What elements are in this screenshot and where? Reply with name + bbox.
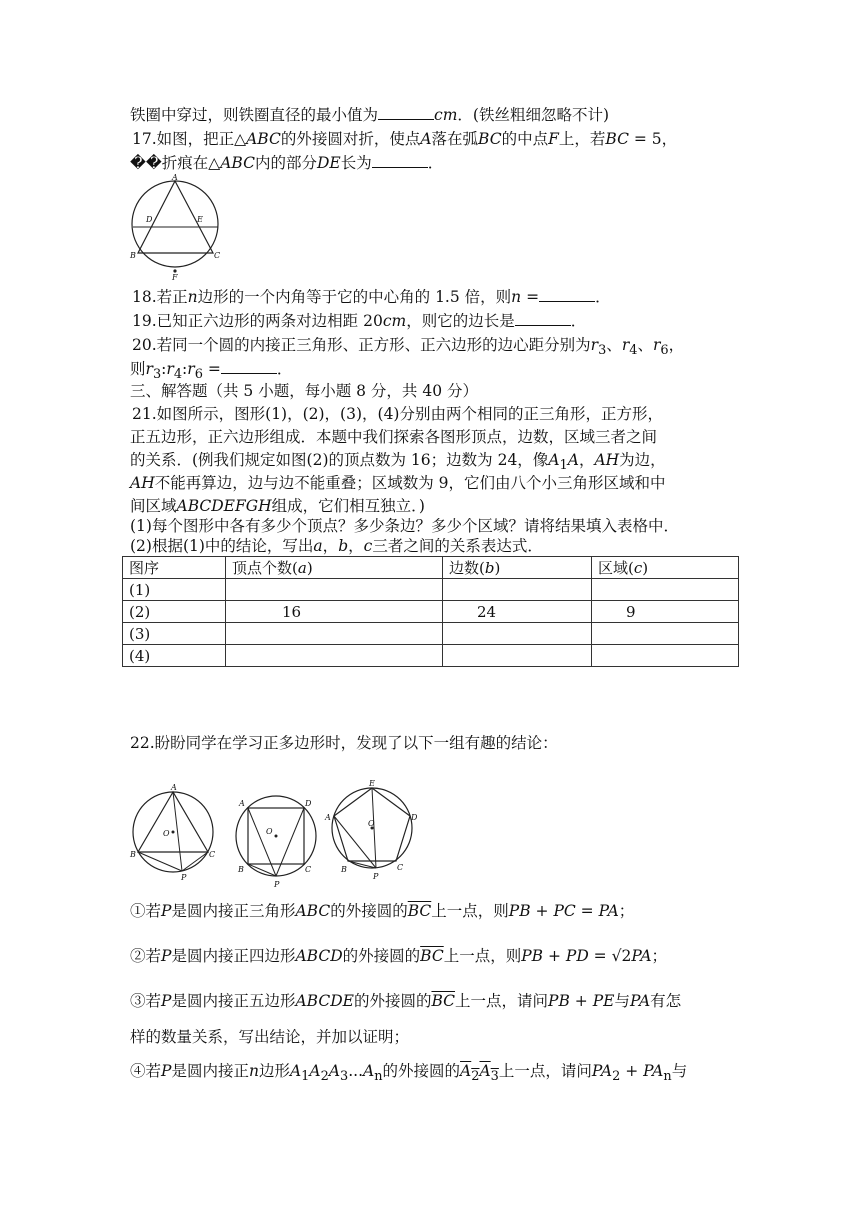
table-cell[interactable] (592, 645, 739, 667)
table-cell[interactable] (592, 623, 739, 645)
question-21-part1: (1)每个图形中各有多少个顶点？多少条边？多少个区域？请将结果填入表格中． (130, 517, 679, 535)
label-e: E (197, 215, 203, 224)
question-22: 22.盼盼同学在学习正多边形时，发现了以下一组有趣的结论： (130, 734, 558, 752)
label-e: E (369, 779, 375, 788)
conclusion-2: ②若P是圆内接正四边形ABCD的外接圆的$\overline{BC}$上一点，则PB + PD = √2PA； (130, 947, 668, 965)
table-cell: (2) (123, 601, 226, 623)
question-21-line2: 正五边形，正六边形组成．本题中我们探索各图形顶点，边数，区域三者之间 (130, 428, 658, 446)
label-f: F (172, 273, 178, 282)
arc-bc: $\overline{BC}$ (407, 902, 432, 920)
conclusion-3-line1: ③若P是圆内接正五边形ABCDE的外接圆的$\overline{BC}$上一点，请问PB + PE与PA有怎 (130, 992, 682, 1010)
label-a: A (325, 813, 331, 822)
header-cell: 顶点个数(a) (226, 557, 443, 579)
question-19: 19.已知正六边形的两条对边相距 20cm，则它的边长是 ． (132, 312, 587, 330)
answer-blank (221, 359, 277, 374)
label-b: B (238, 865, 244, 874)
table-row (123, 579, 739, 601)
header-cell: 边数(b) (443, 557, 592, 579)
section-3-title: 三、解答题（共 5 小题，每小题 8 分，共 40 分） (130, 382, 479, 400)
table-row (123, 623, 739, 645)
answer-blank (372, 153, 428, 168)
table-cell: (4) (123, 645, 226, 667)
label-a: A (172, 173, 178, 182)
label-a: A (171, 783, 177, 792)
figure-17-circle-triangle (128, 172, 228, 282)
label-c: C (214, 251, 221, 260)
label-a: A (239, 799, 245, 808)
question-17-line1: 17.如图，把正△ABC的外接圆对折，使点A落在弧BC的中点F上，若BC = 5， (132, 130, 678, 148)
question-21-part2: (2)根据(1)中的结论，写出a，b，c三者之间的关系表达式． (130, 537, 543, 555)
arc-bc: $\overline{BC}$ (431, 992, 456, 1010)
answer-blank (515, 311, 571, 326)
question-20-line2: 则$r_3:r_4:r_6$ = ． (130, 360, 293, 383)
conclusion-3-line2: 样的数量关系，写出结论，并加以证明； (130, 1028, 410, 1046)
label-d: D (305, 799, 312, 808)
table-row (123, 601, 739, 623)
header-cell: 图序 (123, 557, 226, 579)
label-c: C (397, 863, 404, 872)
table-header-row (123, 557, 739, 579)
label-c: C (305, 865, 312, 874)
question-20-line1: 20.若同一个圆的内接正三角形、正方形、正六边形的边心距分别为$r_3$、$r_4$、$r_6$， (132, 336, 685, 359)
table-cell[interactable] (443, 645, 592, 667)
question-17-line2: ��折痕在△ABC内的部分DE长为 ． (130, 154, 444, 172)
arc-bc: $\overline{BC}$ (420, 947, 444, 965)
label-o: O (266, 827, 273, 836)
label-p: P (373, 872, 379, 881)
arc-a2a3: $A_2A_3$ (460, 1062, 499, 1085)
figure-22-square (230, 790, 322, 890)
question-21-line4: AH不能再算边，边与边不能重叠；区域数为 9，它们由八个小三角形区域和中 (130, 474, 666, 492)
label-b: B (130, 251, 136, 260)
answer-blank (378, 105, 434, 120)
table-cell[interactable] (226, 645, 443, 667)
figure-22-pentagon (322, 776, 422, 884)
table-cell: 24 (443, 601, 592, 623)
label-d: D (146, 215, 153, 224)
header-cell: 区域(c) (592, 557, 739, 579)
table-cell: 16 (226, 601, 443, 623)
question-18: 18.若正n边形的一个内角等于它的中心角的 1.5 倍，则n = ． (132, 288, 611, 306)
conclusion-1: ①若P是圆内接正三角形ABC的外接圆的$\overline{BC}$上一点，则PB + PC = PA； (130, 902, 635, 920)
label-c: C (209, 850, 216, 859)
table-cell: 9 (592, 601, 739, 623)
table-row (123, 645, 739, 667)
question-21-line5: 间区域ABCDEFGH组成，它们相互独立．) (130, 497, 425, 515)
label-d: D (411, 813, 418, 822)
table-cell[interactable] (226, 579, 443, 601)
table-cell[interactable] (443, 579, 592, 601)
question-21-line1: 21.如图所示，图形(1)，(2)，(3)，(4)分别由两个相同的正三角形，正方形， (132, 405, 663, 423)
table-cell[interactable] (592, 579, 739, 601)
label-o: O (163, 829, 170, 838)
table-cell[interactable] (443, 623, 592, 645)
answer-table (122, 556, 739, 667)
label-b: B (341, 865, 347, 874)
answer-blank (539, 287, 595, 302)
table-cell: (1) (123, 579, 226, 601)
label-b: B (130, 850, 136, 859)
question-21-line3: 的关系．(例我们规定如图(2)的顶点数为 16；边数为 24，像$A_1A$，AH为边， (130, 451, 666, 474)
conclusion-4: ④若P是圆内接正n边形$A_1A_2A_3...A_n$的外接圆的$A_2A_3$上一点，请问$PA_2 + PA_n$与 (130, 1062, 688, 1085)
figure-22-triangle (128, 782, 224, 882)
label-o: O (368, 819, 375, 828)
text-line-top: 铁圈中穿过，则铁圈直径的最小值为 cm．(铁丝粗细忽略不计) (130, 106, 610, 124)
label-p: P (274, 880, 280, 889)
table-cell[interactable] (226, 623, 443, 645)
label-p: P (181, 873, 187, 882)
table-cell: (3) (123, 623, 226, 645)
